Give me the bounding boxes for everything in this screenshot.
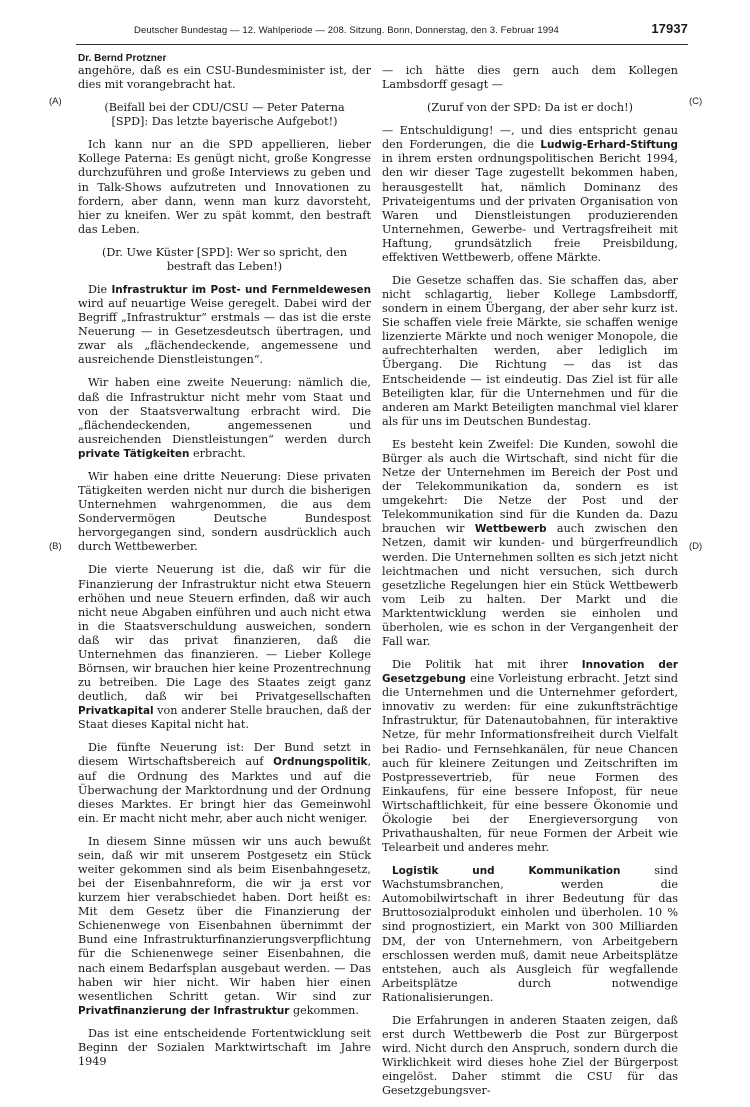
- paragraph: Die Erfahrungen in anderen Staaten zeigen, daß erst durch Wettbewerb die Post zur Bürgerpost wird. Nicht durch den Anspruch, sondern durch die Wirklichkeit wird dieses hohe Ziel der Bürgerpost eingelöst. Daher stimmt die CSU für das Gesetzgebungsver-: [382, 1013, 678, 1098]
- paragraph: Die vierte Neuerung ist die, daß wir für die Finanzierung der Infrastruktur nicht etwa Steuern erhöhen und neue Steuern erfinden, daß wir auch nicht neue Abgaben einführen und auch nicht etwa in die Staatsverschuldung ausweichen, sondern daß wir das privat finanzieren, daß die Unternehmen das finanzieren. — Lieber Kollege Börnsen, wir brauchen hier keine Prozentrechnung zu betreiben. Die Lage des Staates zeigt ganz deutlich, daß wir bei Privatgesellschaften Privatkapital von anderer Stelle brauchen, daß der Staat dieses Kapital nicht hat.: [78, 563, 371, 732]
- paragraph: Die Gesetze schaffen das. Sie schaffen das, aber nicht schlagartig, lieber Kollege Lambsdorff, sondern in einem Übergang, der aber sehr kurz ist. Sie schaffen viele freie Märkte, sie schaffen wenige lizenzierte Märkte und noch weniger Monopole, die aufrechterhalten werden, aber lediglich im Übergang. Die Richtung — das ist das Entscheidende — ist eindeutig. Das Ziel ist für alle Beteiligten klar, für die Unternehmen und für die anderen am Markt Beteiligten manchmal viel klarer als für uns im Deutschen Bundestag.: [382, 274, 678, 428]
- emphasis: Privatkapital: [78, 705, 154, 718]
- paragraph: In diesem Sinne müssen wir uns auch bewußt sein, daß wir mit unserem Postgesetz ein Stück weiter gekommen sind als beim Eisenbahngesetz, bei der Eisenbahnreform, die wir ja erst vor kurzem hier verabschiedet haben. Dort heißt es: Mit dem Gesetz über die Finanzierung der Schienenwege von Eisenbahnen übernimmt der Bund eine Infrastrukturfinanzierungsverpflichtung für die Schienenwege seiner Eisenbahnen, die nach einem Bedarfsplan ausgebaut werden. — Das haben wir hier nicht. Wir haben hier einen wesentlichen Schritt getan. Wir sind zur Privatfinanzierung der Infrastruktur gekommen.: [78, 834, 371, 1017]
- page-number: 17937: [651, 21, 688, 36]
- emphasis: Wettbewerb: [474, 523, 547, 536]
- speaker-name: Dr. Bernd Protzner: [78, 53, 167, 64]
- running-head: Deutscher Bundestag — 12. Wahlperiode — 208. Sitzung. Bonn, Donnerstag, den 3. Februar 1994: [134, 25, 559, 36]
- paragraph: Ich kann nur an die SPD appellieren, lieber Kollege Paterna: Es genügt nicht, große Kongresse durchzuführen und große Interviews zu geben und in Talk-Shows aufzutreten und Innovationen zu fordern, aber dann, wenn man kurz davorsteht, hier zu kneifen. Wer zu spät kommt, den bestraft das Leben.: [78, 138, 371, 236]
- emphasis: Infrastruktur im Post- und Fernmeldewesen: [111, 284, 371, 297]
- paragraph: — Entschuldigung! —, und dies entspricht genau den Forderungen, die die Ludwig-Erhard-Stiftung in ihrem ersten ordnungspolitischen Bericht 1994, den wir dieser Tage zugestellt bekommen haben, herausgestellt hat, nämlich Dominanz des Privateigentums und der privaten Organisation von Waren und Dienstleistungen produzierenden Unternehmen, Gewerbe- und Vertragsfreiheit mit Haftung, grundsätzlich freie Preisbildung, effektiven Wettbewerb, offene Märkte.: [382, 124, 678, 264]
- emphasis: Logistik und Kommunikation: [392, 865, 621, 878]
- margin-mark-d: (D): [689, 541, 703, 552]
- paragraph: Logistik und Kommunikation sind Wachstumsbranchen, werden die Automobilwirtschaft in ihrer Bedeutung für das Bruttosozialprodukt einholen und überholen. 10 % sind prognostiziert, ein Markt von 300 Milliarden DM, der von Unternehmern, von Arbeitgebern erschlossen werden muß, damit neue Arbeitsplätze entstehen, auch als Ausgleich für wegfallende Arbeitsplätze durch notwendige Rationalisierungen.: [382, 864, 678, 1004]
- paragraph: — ich hätte dies gern auch dem Kollegen Lambsdorff gesagt —: [382, 64, 678, 92]
- interjection: (Dr. Uwe Küster [SPD]: Wer so spricht, den bestraft das Leben!): [101, 245, 348, 273]
- interjection: (Beifall bei der CDU/CSU — Peter Paterna [SPD]: Das letzte bayerische Aufgebot!): [104, 101, 345, 129]
- paragraph: Wir haben eine zweite Neuerung: nämlich die, daß die Infrastruktur nicht mehr vom Staat und von der Staatsverwaltung erbracht wird. Die „flächendeckenden, angemessenen und ausreichenden Dienstleistungen“ werden durch private Tätigkeiten erbracht.: [78, 376, 371, 460]
- paragraph: Die fünfte Neuerung ist: Der Bund setzt in diesem Wirtschaftsbereich auf Ordnungspolitik, auf die Ordnung des Marktes und auf die Überwachung der Marktordnung und der Ordnung dieses Marktes. Er bringt hier das Gemeinwohl ein. Er macht nicht mehr, aber auch nicht weniger.: [78, 741, 371, 825]
- emphasis: Innovation der Gesetzgebung: [382, 659, 679, 686]
- margin-mark-a: (A): [49, 96, 62, 107]
- paragraph: angehöre, daß es ein CSU-Bundesminister ist, der dies mit vorangebracht hat.: [78, 64, 371, 92]
- emphasis: Ordnungspolitik: [273, 756, 368, 769]
- header-rule: [76, 44, 688, 45]
- right-column: [382, 64, 678, 1107]
- page-header: [76, 20, 688, 40]
- margin-mark-b: (B): [49, 541, 62, 552]
- left-column: [78, 64, 371, 1078]
- interjection: (Zuruf von der SPD: Da ist er doch!): [427, 101, 633, 115]
- paragraph: Wir haben eine dritte Neuerung: Diese privaten Tätigkeiten werden nicht nur durch die bisherigen Unternehmen wahrgenommen, die aus dem Sondervermögen Deutsche Bundespost hervorgegangen sind, sondern ausdrücklich auch durch Wettbewerber.: [78, 469, 371, 554]
- emphasis: private Tätigkeiten: [78, 447, 190, 460]
- paragraph: Die Infrastruktur im Post- und Fernmeldewesen wird auf neuartige Weise geregelt. Dabei wird der Begriff „Infrastruktur“ erstmals — das ist die erste Neuerung — in Gesetzesdeutsch übertragen, und zwar als „flächendeckende, angemessene und ausreichende Dienstleistungen“.: [78, 283, 371, 367]
- paragraph: Das ist eine entscheidende Fortentwicklung seit Beginn der Sozialen Marktwirtschaft im Jahre 1949: [78, 1026, 371, 1068]
- margin-mark-c: (C): [689, 96, 703, 107]
- paragraph: Es besteht kein Zweifel: Die Kunden, sowohl die Bürger als auch die Wirtschaft, sind nicht für die Netze der Unternehmen im Bereich der Post und der Telekommunikation da, sondern es ist umgekehrt: Die Netze der Post und der Telekommunikation sind für die Kunden da. Dazu brauchen wir Wettbewerb auch zwischen den Netzen, damit wir kunden- und bürgerfreundlich werden. Die Unternehmen sollten es sich jetzt nicht leichtmachen und nicht versuchen, sich durch gesetzliche Regelungen hier ein Stück Wettbewerb vom Leib zu halten. Der Markt und die Marktentwicklung werden sie einholen und überholen, wie es schon in der Vergangenheit der Fall war.: [382, 437, 679, 648]
- emphasis: Privatfinanzierung der Infrastruktur: [78, 1004, 290, 1017]
- emphasis: Ludwig-Erhard-Stiftung: [540, 139, 678, 152]
- paragraph: Die Politik hat mit ihrer Innovation der Gesetzgebung eine Vorleistung erbracht. Jetzt sind die Unternehmen und die Unternehmer gefordert, innovativ zu werden: für eine zukunftsträchtige Infrastruktur, für Datenautobahnen, für interaktive Netze, für mehr Informationsfreiheit durch Vielfalt bei Radio- und Fernsehkanälen, für neue Chancen auch für kleinere Zeitungen und Zeitschriften im Postpressevertrieb, für neue Formen des Einkaufens, für eine bessere Infopost, für neue Wirtschaftlichkeit, für eine bessere Ökonomie und Ökologie bei der Energieversorgung von Privathaushalten, für neue Formen der Arbeit wie Telearbeit und anderes mehr.: [382, 658, 679, 855]
